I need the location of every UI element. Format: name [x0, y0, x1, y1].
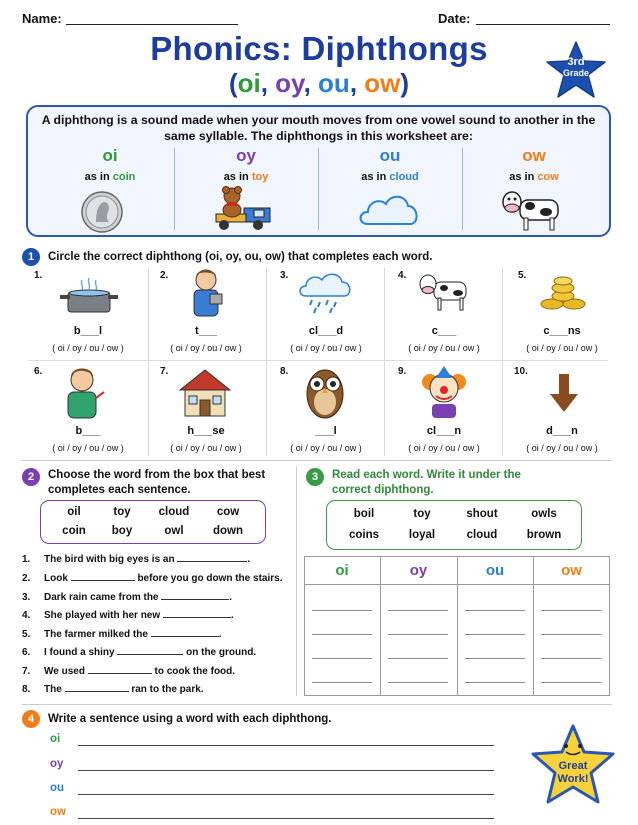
page-title: Phonics: Diphthongs — [150, 30, 488, 67]
answer-line[interactable] — [541, 658, 601, 659]
sentence — [22, 552, 250, 565]
answer-blank[interactable] — [65, 682, 129, 692]
sentence-text: Dark rain came from the — [44, 592, 159, 603]
item-number: 6. — [34, 366, 43, 377]
as-in-text: as in — [223, 171, 252, 183]
item-number: 2. — [160, 270, 169, 281]
grade-badge — [545, 40, 607, 102]
word-box-item: owl — [164, 525, 184, 537]
sentence-text: The bird with big eyes is an — [44, 554, 175, 565]
rain-cloud-icon — [296, 270, 356, 316]
intro-example — [320, 171, 460, 183]
item-word: c___ns — [543, 325, 581, 337]
writing-line[interactable] — [78, 794, 494, 795]
comma: , — [303, 68, 319, 98]
intro-column-ou — [320, 146, 460, 183]
item-word: d___n — [546, 425, 578, 437]
house-icon — [178, 368, 232, 418]
word-box-item: boil — [353, 508, 375, 520]
intro-example — [40, 171, 180, 183]
sentence — [22, 571, 282, 584]
row-label-ow: ow — [50, 806, 66, 818]
subtitle-oy: oy — [275, 68, 304, 98]
example-word: coin — [112, 171, 136, 183]
sentence-text: before you go down the stairs. — [137, 573, 283, 584]
sentence-text: ran to the park. — [131, 684, 204, 695]
intro-sound: ou — [379, 146, 401, 165]
comma: , — [349, 68, 365, 98]
example-word: cloud — [389, 171, 419, 183]
item-number: 10. — [514, 366, 528, 377]
toy-truck-icon — [214, 186, 276, 232]
sticker-line2: Work! — [557, 773, 589, 785]
sentence — [22, 608, 234, 621]
name-label: Name: — [22, 11, 62, 26]
sentence-text: . — [247, 554, 251, 565]
item-options[interactable]: ( oi / oy / ou / ow ) — [290, 443, 362, 453]
item-number: 4. — [398, 270, 407, 281]
sentence-number: 1. — [22, 554, 31, 565]
item-number: 9. — [398, 366, 407, 377]
section-number: 3 — [306, 468, 324, 486]
sticker-line1: Great — [558, 760, 588, 772]
answer-line[interactable] — [312, 634, 372, 635]
sentence — [22, 645, 256, 658]
badge-line1: 3rd — [567, 56, 585, 68]
answer-blank[interactable] — [71, 571, 135, 581]
divider — [22, 704, 612, 705]
badge-line2: Grade — [562, 68, 589, 78]
sentence — [22, 664, 235, 677]
intro-example — [176, 171, 316, 183]
item-number: 7. — [160, 366, 169, 377]
item-options[interactable]: ( oi / oy / ou / ow ) — [290, 343, 362, 353]
sentence-text: I found a shiny — [44, 647, 115, 658]
answer-line[interactable] — [312, 658, 372, 659]
sentence-number: 8. — [22, 684, 31, 695]
paren-open: ( — [228, 68, 238, 98]
name-field[interactable] — [66, 24, 238, 25]
answer-blank[interactable] — [117, 645, 183, 655]
intro-sound: ow — [522, 146, 546, 165]
word-box-item: boy — [111, 525, 133, 537]
coin-icon — [80, 190, 124, 234]
sentence-number: 4. — [22, 610, 31, 621]
answer-line[interactable] — [465, 682, 525, 683]
page-subtitle — [0, 68, 638, 99]
answer-line[interactable] — [312, 682, 372, 683]
word-box-item: cloud — [466, 529, 498, 541]
clown-icon — [420, 366, 468, 420]
boy-with-toy-icon — [186, 266, 228, 318]
word-box-item: toy — [413, 508, 431, 520]
sentence-text: to cook the food. — [154, 666, 236, 677]
section-number: 4 — [22, 710, 40, 728]
pot-icon — [58, 278, 120, 316]
section2-instruction: Choose the word from the box that best completes each sentence. — [48, 469, 266, 496]
writing-line[interactable] — [78, 745, 494, 746]
table-header-ou: ou — [485, 562, 505, 579]
word-box-item: cloud — [158, 506, 190, 518]
item-options[interactable]: ( oi / oy / ou / ow ) — [408, 343, 480, 353]
item-options[interactable]: ( oi / oy / ou / ow ) — [526, 343, 598, 353]
word-box-item: cow — [216, 506, 240, 518]
word-box-item: oil — [67, 506, 81, 518]
item-number: 5. — [518, 270, 527, 281]
item-word: h___se — [187, 425, 225, 437]
item-options[interactable]: ( oi / oy / ou / ow ) — [52, 343, 124, 353]
table-header-oy: oy — [409, 562, 428, 579]
answer-line[interactable] — [541, 634, 601, 635]
intro-column-oy — [176, 146, 316, 183]
intro-example — [464, 171, 604, 183]
answer-line[interactable] — [541, 682, 601, 683]
down-arrow-icon — [550, 374, 578, 414]
sentence-text: We used — [44, 666, 85, 677]
great-work-sticker — [530, 724, 616, 806]
subtitle-oi: oi — [237, 68, 261, 98]
answer-blank[interactable] — [163, 608, 231, 618]
word-box-item: coin — [62, 525, 86, 537]
item-options[interactable]: ( oi / oy / ou / ow ) — [408, 443, 480, 453]
word-box-item: down — [212, 525, 244, 537]
intro-sound: oi — [102, 146, 118, 165]
item-number: 8. — [280, 366, 289, 377]
owl-icon — [304, 364, 346, 420]
word-box-item: coins — [348, 529, 380, 541]
word-box-item: owls — [531, 508, 557, 520]
answer-line[interactable] — [465, 610, 525, 611]
sentence-number: 3. — [22, 592, 31, 603]
item-number: 3. — [280, 270, 289, 281]
example-word: cow — [537, 171, 559, 183]
subtitle-ow: ow — [364, 68, 401, 98]
item-word: b___ — [75, 425, 101, 437]
section-number: 1 — [22, 248, 40, 266]
sentence-number: 7. — [22, 666, 31, 677]
answer-blank[interactable] — [88, 664, 152, 674]
answer-line[interactable] — [541, 610, 601, 611]
answer-blank[interactable] — [177, 552, 247, 562]
sentence-text: She played with her new — [44, 610, 161, 621]
item-options[interactable]: ( oi / oy / ou / ow ) — [170, 443, 242, 453]
as-in-text: as in — [509, 171, 538, 183]
comma: , — [260, 68, 276, 98]
as-in-text: as in — [84, 171, 113, 183]
word-box-item: brown — [526, 529, 562, 541]
item-options[interactable]: ( oi / oy / ou / ow ) — [52, 443, 124, 453]
section4-instruction: Write a sentence using a word with each diphthong. — [48, 713, 332, 725]
item-number: 1. — [34, 270, 43, 281]
date-field[interactable] — [476, 24, 610, 25]
date-label: Date: — [438, 11, 471, 26]
section1-instruction: Circle the correct diphthong (oi, oy, ou, ow) that completes each word. — [48, 251, 433, 263]
divider — [318, 148, 319, 230]
sentence — [22, 627, 221, 640]
answer-line[interactable] — [388, 682, 448, 683]
sentence-number: 5. — [22, 629, 31, 640]
sentence-text: The farmer milked the — [44, 629, 148, 640]
item-word: b___l — [73, 325, 103, 337]
answer-blank[interactable] — [151, 627, 219, 637]
section3-instruction: Read each word. Write it under the correct diphthong. — [332, 469, 521, 496]
answer-line[interactable] — [312, 610, 372, 611]
sentence — [22, 682, 204, 695]
divider — [22, 460, 612, 461]
section-number: 2 — [22, 468, 40, 486]
sentence-text: . — [218, 629, 222, 640]
subtitle-ou: ou — [318, 68, 350, 98]
word-box-item: shout — [466, 508, 498, 520]
sentence-number: 6. — [22, 647, 31, 658]
answer-line[interactable] — [465, 634, 525, 635]
row-label-ou: ou — [50, 782, 65, 794]
divider — [28, 360, 608, 361]
item-word: c___ — [431, 325, 457, 337]
writing-line[interactable] — [78, 770, 494, 771]
item-options[interactable]: ( oi / oy / ou / ow ) — [170, 343, 242, 353]
answer-blank[interactable] — [161, 590, 229, 600]
boy-icon — [62, 364, 106, 420]
sentence-text: The — [44, 684, 62, 695]
table-header-ow: ow — [561, 562, 582, 579]
intro-sound: oy — [236, 146, 256, 165]
sentence — [22, 590, 232, 603]
word-box-item: toy — [113, 506, 131, 518]
cow-icon — [500, 186, 566, 234]
item-word: t___ — [194, 325, 218, 337]
divider — [462, 148, 463, 230]
answer-line[interactable] — [465, 658, 525, 659]
example-word: toy — [251, 171, 269, 183]
item-options[interactable]: ( oi / oy / ou / ow ) — [526, 443, 598, 453]
table-header-oi: oi — [335, 562, 349, 579]
row-label-oy: oy — [50, 758, 64, 770]
cow-icon — [418, 270, 470, 316]
answer-line[interactable] — [388, 658, 448, 659]
coins-icon — [538, 276, 588, 312]
sentence-number: 2. — [22, 573, 31, 584]
as-in-text: as in — [361, 171, 390, 183]
intro-column-oi — [40, 146, 180, 183]
sentence-text: Look — [44, 573, 68, 584]
sentence-text: on the ground. — [186, 647, 257, 658]
paren-close: ) — [400, 68, 410, 98]
answer-line[interactable] — [388, 610, 448, 611]
cloud-icon — [356, 190, 422, 230]
sentence-text: . — [230, 610, 234, 621]
sentence-text: . — [229, 592, 233, 603]
divider — [296, 466, 297, 696]
answer-line[interactable] — [388, 634, 448, 635]
word-box-item: loyal — [408, 529, 436, 541]
item-word: ___l — [315, 425, 337, 437]
intro-text: A diphthong is a sound made when your mouth moves from one vowel sound to another in the same syllable. The diphthongs in this worksheet are: — [41, 113, 596, 143]
writing-line[interactable] — [78, 818, 494, 819]
item-word: cl___n — [426, 425, 462, 437]
item-word: cl___d — [308, 325, 344, 337]
row-label-oi: oi — [50, 733, 61, 745]
intro-column-ow — [464, 146, 604, 183]
